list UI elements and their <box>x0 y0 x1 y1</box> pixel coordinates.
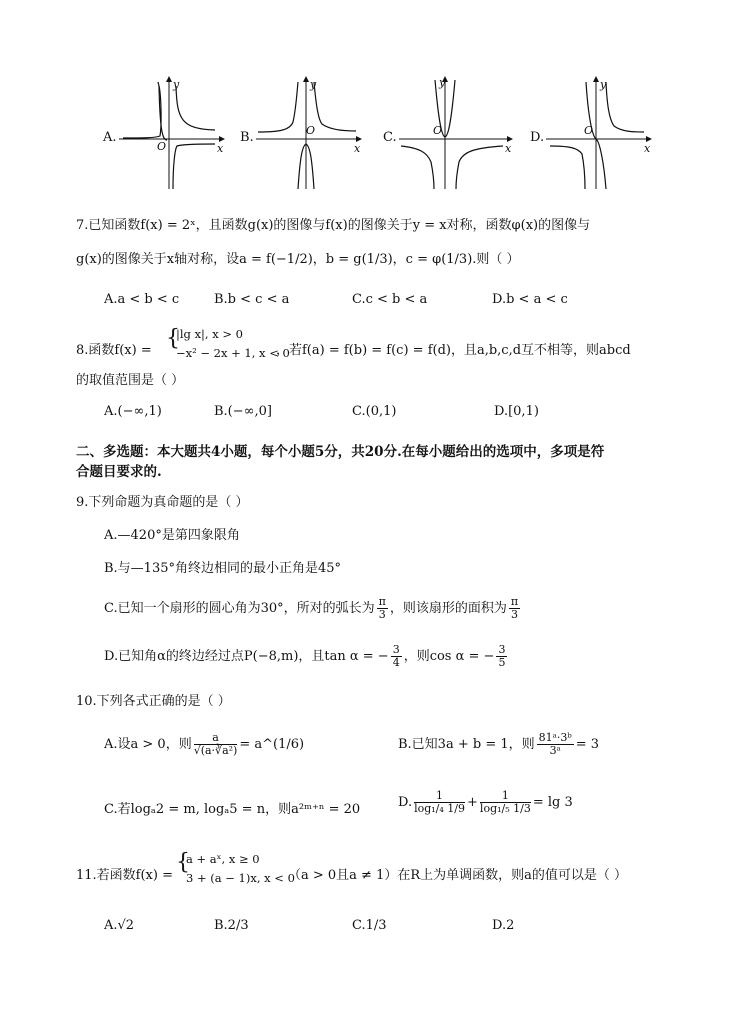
q7-option-b[interactable]: B.b < c < a <box>214 292 290 307</box>
q10-d-plus: + <box>467 795 478 810</box>
q9-d-text1: D.已知角α的终边经过点P(−8,m)，且tan α = − <box>104 649 389 664</box>
q7-option-c[interactable]: C.c < b < a <box>352 292 428 307</box>
q11-case2: 3 + (a − 1)x, x < 0 <box>186 871 295 885</box>
q9-d-frac1: $\frac{3}{4}$ <box>392 643 400 669</box>
q9-c-frac2: $\frac{\pi}{3}$ <box>510 595 519 621</box>
graph-d-plot <box>530 74 660 194</box>
q9-d-text2: ，则cos α = − <box>403 649 495 664</box>
q9-option-c[interactable] <box>104 596 522 621</box>
q8-suffix: ，若f(a) = f(b) = f(c) = f(d)，且a,b,c,d互不相等，则abcd <box>276 343 631 358</box>
graph-b-o: O <box>306 124 316 137</box>
q10-option-d[interactable] <box>398 790 573 815</box>
q9-c-text2: ，则该扇形的面积为 <box>389 601 507 616</box>
q9-c-text1: C.已知一个扇形的圆心角为30°，所对的弧长为 <box>104 601 375 616</box>
q10-b-frac: $\frac{\text{81ᵃ·3ᵇ}}{\text{3ᵃ}}$ <box>538 731 572 757</box>
graph-c-label: C. <box>383 130 397 145</box>
q8-line2: 的取值范围是（ ） <box>76 373 185 388</box>
q8-prefix: 8.函数f(x) = <box>76 343 152 358</box>
q11-suffix: （a > 0且a ≠ 1）在R上为单调函数，则a的值可以是（ ） <box>288 868 628 883</box>
q8-option-c[interactable]: C.(0,1) <box>352 404 397 419</box>
q8-option-a[interactable]: A.(−∞,1) <box>104 404 162 419</box>
graph-b-x: x <box>354 142 361 155</box>
q9-c-frac1: $\frac{\pi}{3}$ <box>378 595 386 621</box>
graph-a-plot <box>103 74 233 194</box>
q9-stem: 9.下列命题为真命题的是（ ） <box>76 495 249 510</box>
q10-b-text1: B.已知3a + b = 1，则 <box>398 737 535 752</box>
q8-option-d[interactable]: D.[0,1) <box>494 404 539 419</box>
q7-option-d[interactable]: D.b < a < c <box>492 292 568 307</box>
q8-option-b[interactable]: B.(−∞,0] <box>214 404 272 419</box>
q10-a-text2: = a^(1/6) <box>239 737 305 752</box>
q10-d-frac1: $\frac{1}{\text{log₁/₄ 1/9}}$ <box>414 789 466 815</box>
q11-option-b[interactable]: B.2/3 <box>214 918 249 933</box>
graph-d-y: y <box>600 78 607 91</box>
q11-brace: { <box>176 850 190 875</box>
graph-a-label: A. <box>103 130 117 145</box>
graph-c-plot <box>383 74 513 194</box>
q7-option-a[interactable]: A.a < b < c <box>104 292 180 307</box>
graph-a-y: y <box>173 78 180 91</box>
q11-prefix: 11.若函数f(x) = <box>76 868 173 883</box>
q10-a-text1: A.设a > 0，则 <box>104 737 192 752</box>
graph-c <box>383 74 513 194</box>
graph-a <box>103 74 233 194</box>
q11-option-a[interactable]: A.√2 <box>104 918 135 933</box>
q8-case1: |lg x|, x > 0 <box>176 327 243 341</box>
q7-line1: 7.已知函数f(x) = 2ˣ，且函数g(x)的图像与f(x)的图像关于y = x对称，函数φ(x)的图像与 <box>76 218 591 233</box>
q10-stem: 10.下列各式正确的是（ ） <box>76 694 231 709</box>
graph-d <box>530 74 660 194</box>
graph-c-o: O <box>433 124 443 137</box>
q7-line2: g(x)的图像关于x轴对称，设a = f(−1/2)，b = g(1/3)，c = φ(1/3).则（ ） <box>76 252 520 267</box>
q10-option-c[interactable]: C.若logₐ2 = m, logₐ5 = n，则a²ᵐ⁺ⁿ = 20 <box>104 802 361 817</box>
q8-brace: { <box>166 326 180 351</box>
q9-d-frac2: $\frac{3}{5}$ <box>498 643 506 669</box>
q10-option-a[interactable] <box>104 732 304 757</box>
graph-c-x: x <box>505 142 512 155</box>
q8-case2: −x² − 2x + 1, x < 0 <box>176 346 290 360</box>
q11-case1: a + aˣ, x ≥ 0 <box>186 852 260 866</box>
q9-option-b[interactable]: B.与—135°角终边相同的最小正角是45° <box>104 561 342 576</box>
section2-line2: 合题目要求的. <box>76 464 162 480</box>
graph-b-label: B. <box>240 130 254 145</box>
q10-a-frac: $\frac{a}{\text{√(a·∛a²)}}$ <box>193 731 238 757</box>
q11-option-c[interactable]: C.1/3 <box>352 918 387 933</box>
q10-option-b[interactable] <box>398 732 599 757</box>
graph-b <box>240 74 370 194</box>
q10-d-frac2: $\frac{1}{\text{log₁/₅ 1/3}}$ <box>479 789 531 815</box>
graph-d-x: x <box>644 142 651 155</box>
section2-line1: 二、多选题：本大题共4小题，每个小题5分，共20分.在每小题给出的选项中，多项是符 <box>76 444 605 460</box>
graph-d-o: O <box>584 124 594 137</box>
q10-d-text2: = lg 3 <box>532 795 573 810</box>
graph-c-y: y <box>439 76 446 89</box>
q9-option-a[interactable]: A.—420°是第四象限角 <box>104 528 240 543</box>
q10-d-text1: D. <box>398 795 413 810</box>
graph-a-o: O <box>157 140 167 153</box>
graph-b-plot <box>240 74 370 194</box>
q10-b-text2: = 3 <box>575 737 600 752</box>
graph-d-label: D. <box>530 130 545 145</box>
graph-a-x: x <box>217 142 224 155</box>
q11-option-d[interactable]: D.2 <box>492 918 515 933</box>
q9-option-d[interactable] <box>104 644 509 669</box>
graph-b-y: y <box>310 78 317 91</box>
